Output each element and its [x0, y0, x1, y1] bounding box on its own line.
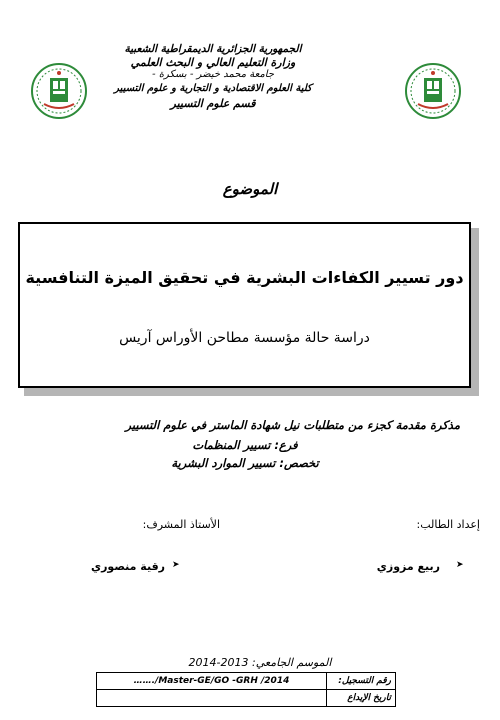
- university-emblem-icon: [404, 62, 462, 120]
- reg-number-label: رقم التسجيل:: [327, 673, 396, 690]
- subject-heading: الموضوع: [222, 180, 278, 198]
- department-line: قسم علوم التسيير: [170, 97, 256, 110]
- registration-table: [96, 672, 396, 707]
- thesis-title: دور تسيير الكفاءات البشرية في تحقيق الميزة التنافسية: [25, 268, 464, 287]
- deposit-date-label: تاريخ الإيداع: [327, 690, 396, 707]
- memo-statement: مذكرة مقدمة كجزء من متطلبات نيل شهادة الماستر في علوم التسيير: [125, 418, 460, 432]
- university-line: جامعة محمد خيضر - بسكرة -: [151, 69, 275, 80]
- specialty-line: تخصص: تسيير الموارد البشرية: [171, 456, 319, 470]
- academic-year: الموسم الجامعي: 2013-2014: [188, 656, 332, 669]
- table-row: [97, 673, 396, 690]
- ministry-line: وزارة التعليم العالي و البحث العلمي: [130, 56, 296, 69]
- republic-line: الجمهورية الجزائرية الديمقراطية الشعبية: [124, 43, 302, 55]
- reg-number-value: ……./Master-GE/GO -GRH /2014: [97, 673, 327, 690]
- branch-line: فرع: تسيير المنظمات: [192, 438, 298, 452]
- student-label: إعداد الطالب:: [416, 518, 480, 531]
- table-row: [97, 690, 396, 707]
- arrowhead-icon: ➤: [172, 560, 180, 570]
- faculty-line: كلية العلوم الاقتصادية و التجارية و علوم التسيير: [114, 83, 312, 94]
- supervisor-label: الأستاذ المشرف:: [142, 518, 220, 531]
- case-study-subtitle: دراسة حالة مؤسسة مطاحن الأوراس آريس: [119, 330, 370, 346]
- supervisor-name: رقية منصوري: [91, 560, 165, 573]
- university-emblem-icon: [30, 62, 88, 120]
- deposit-date-value: [97, 690, 327, 707]
- arrowhead-icon: ➤: [456, 560, 464, 570]
- title-box: [18, 222, 471, 388]
- student-name: ربيع مزوزي: [376, 560, 440, 573]
